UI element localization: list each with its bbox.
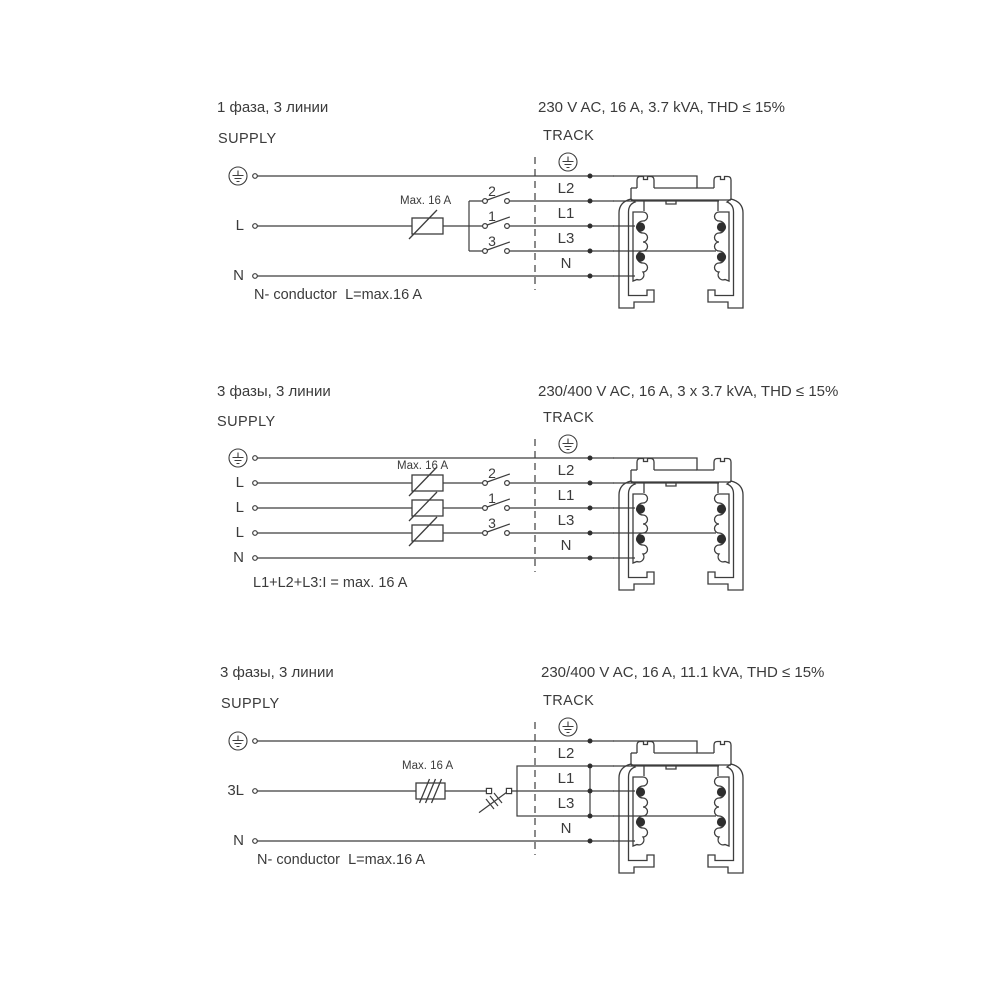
diagram-2-title: 3 фазы, 3 линии bbox=[217, 383, 331, 400]
diagram-1-title: 1 фаза, 3 линии bbox=[217, 99, 329, 116]
supply-label: SUPPLY bbox=[221, 696, 280, 712]
fuse-icon bbox=[409, 210, 443, 239]
track-conductor-label: N bbox=[560, 537, 572, 554]
track-label: TRACK bbox=[543, 693, 595, 709]
track-ground-icon bbox=[559, 153, 577, 171]
track-conductor-label: N bbox=[560, 255, 572, 272]
fuse-rating-label: Max. 16 A bbox=[400, 195, 452, 207]
note-text: N- conductor L=max.16 A bbox=[257, 852, 426, 868]
supply-ground-icon bbox=[229, 167, 247, 185]
switch-number: 2 bbox=[488, 183, 496, 199]
diagram-3-circuit bbox=[229, 718, 743, 873]
fuse-icon bbox=[409, 492, 443, 521]
track-conductor-label: L1 bbox=[557, 487, 575, 504]
supply-label: SUPPLY bbox=[218, 131, 277, 147]
diagram-1-rating: 230 V AC, 16 A, 3.7 kVA, THD ≤ 15% bbox=[538, 99, 785, 116]
terminal-label-N: N bbox=[233, 267, 244, 284]
switch-number: 1 bbox=[488, 208, 496, 224]
track-conductor-label: L3 bbox=[557, 512, 575, 529]
track-conductor-label: L2 bbox=[557, 745, 575, 762]
diagram-3-title: 3 фазы, 3 линии bbox=[220, 664, 334, 681]
track-conductor-label: L1 bbox=[557, 205, 575, 222]
switch-number: 2 bbox=[488, 465, 496, 481]
diagram-2-circuit bbox=[229, 435, 743, 590]
supply-ground-icon bbox=[229, 449, 247, 467]
terminal-label-L: L bbox=[235, 499, 244, 516]
track-label: TRACK bbox=[543, 410, 595, 426]
track-conductor-label: L2 bbox=[557, 180, 575, 197]
supply-terminals bbox=[253, 739, 258, 844]
switch-number: 1 bbox=[488, 490, 496, 506]
supply-label: SUPPLY bbox=[217, 414, 276, 430]
supply-terminals bbox=[253, 174, 258, 279]
track-cross-section bbox=[613, 741, 743, 873]
junction-dots bbox=[588, 739, 593, 844]
track-ground-icon bbox=[559, 435, 577, 453]
terminal-label-N: N bbox=[233, 549, 244, 566]
terminal-label-L: L bbox=[235, 217, 244, 234]
diagram-3-rating: 230/400 V AC, 16 A, 11.1 kVA, THD ≤ 15% bbox=[541, 664, 825, 681]
track-conductor-label: L3 bbox=[557, 230, 575, 247]
terminal-label-L: L bbox=[235, 524, 244, 541]
note-text: N- conductor L=max.16 A bbox=[254, 287, 423, 303]
diagram-2-rating: 230/400 V AC, 16 A, 3 x 3.7 kVA, THD ≤ 15% bbox=[538, 383, 839, 400]
track-conductor-label: L3 bbox=[557, 795, 575, 812]
track-label: TRACK bbox=[543, 128, 595, 144]
supply-ground-icon bbox=[229, 732, 247, 750]
terminal-label-N: N bbox=[233, 832, 244, 849]
junction-dots bbox=[588, 456, 593, 561]
diagram-1-circuit bbox=[229, 153, 743, 308]
track-conductor-label: L2 bbox=[557, 462, 575, 479]
switch-number: 3 bbox=[488, 233, 496, 249]
track-conductor-label: L1 bbox=[557, 770, 575, 787]
supply-terminals bbox=[253, 456, 258, 561]
switch-number: 3 bbox=[488, 515, 496, 531]
three-pole-switch-icon bbox=[479, 788, 512, 812]
note-text: L1+L2+L3:I = max. 16 A bbox=[253, 575, 408, 591]
fuse-icon bbox=[409, 517, 443, 546]
terminal-label-3L: 3L bbox=[227, 782, 244, 799]
terminal-label-L: L bbox=[235, 474, 244, 491]
fuse-rating-label: Max. 16 A bbox=[397, 460, 449, 472]
track-cross-section bbox=[613, 176, 743, 308]
junction-dots bbox=[588, 174, 593, 279]
track-conductor-label: N bbox=[560, 820, 572, 837]
fuse-rating-label: Max. 16 A bbox=[402, 760, 454, 772]
three-pole-fuse-icon bbox=[416, 779, 445, 803]
track-cross-section bbox=[613, 458, 743, 590]
track-ground-icon bbox=[559, 718, 577, 736]
